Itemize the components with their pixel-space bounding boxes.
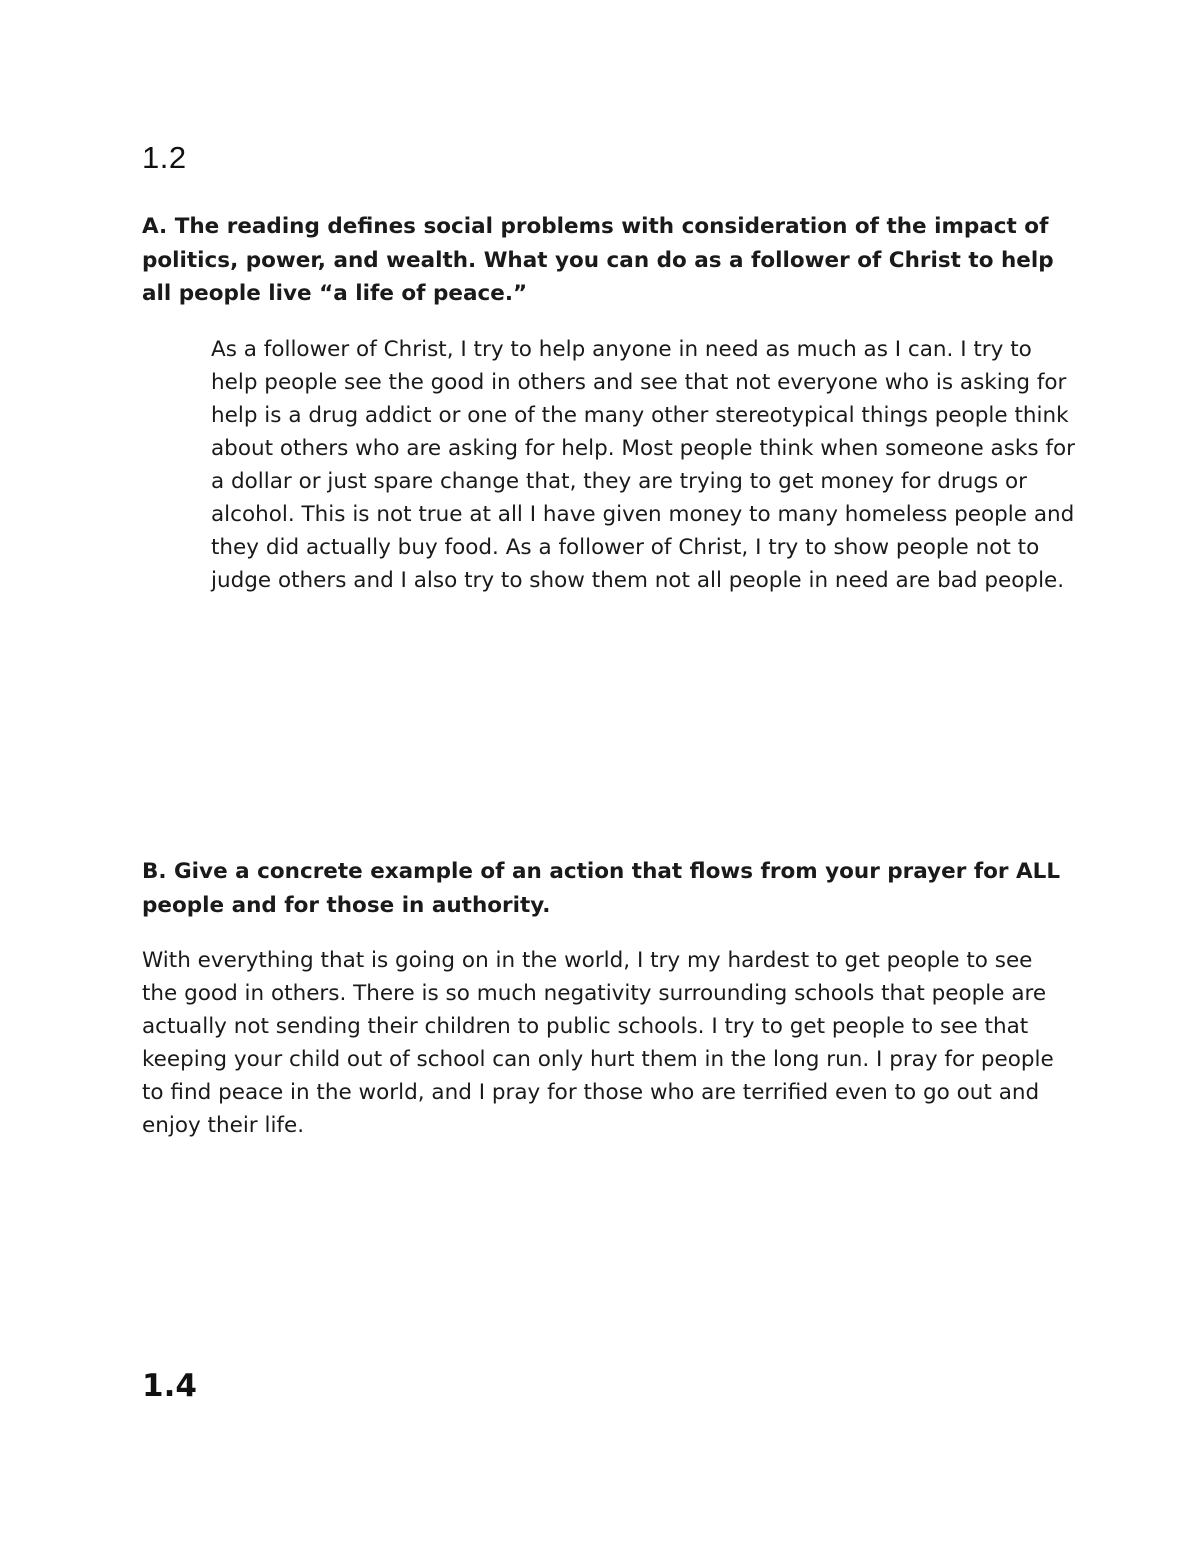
section-heading-1-2: 1.2: [142, 140, 187, 175]
section-heading-1-4: 1.4: [142, 1368, 197, 1404]
question-b: B. Give a concrete example of an action that flows from your prayer for ALL people and for those in authority.: [142, 859, 1061, 918]
answer-b: With everything that is going on in the world, I try my hardest to get people to see the good in others. There is so much negativity surrounding schools that people are actually not sending their children to public schools. I try to get people to see that keeping your child out of school can only hurt them in the long run. I pray for people to find peace in the world, and I pray for those who are terrified even to go out and enjoy their life.: [142, 948, 1054, 1138]
answer-a: As a follower of Christ, I try to help anyone in need as much as I can. I try to help people see the good in others and see that not everyone who is asking for help is a drug addict or one of the many other stereotypical things people think about others who are asking for help. Most people think when someone asks for a dollar or just spare change that, they are trying to get money for drugs or alcohol. This is not true at all I have given money to many homeless people and they did actually buy food. As a follower of Christ, I try to show people not to judge others and I also try to show them not all people in need are bad people.: [211, 337, 1075, 593]
question-a: A. The reading defines social problems with consideration of the impact of politics, power, and wealth. What you can do as a follower of Christ to help all people live “a life of peace.”: [142, 214, 1054, 306]
